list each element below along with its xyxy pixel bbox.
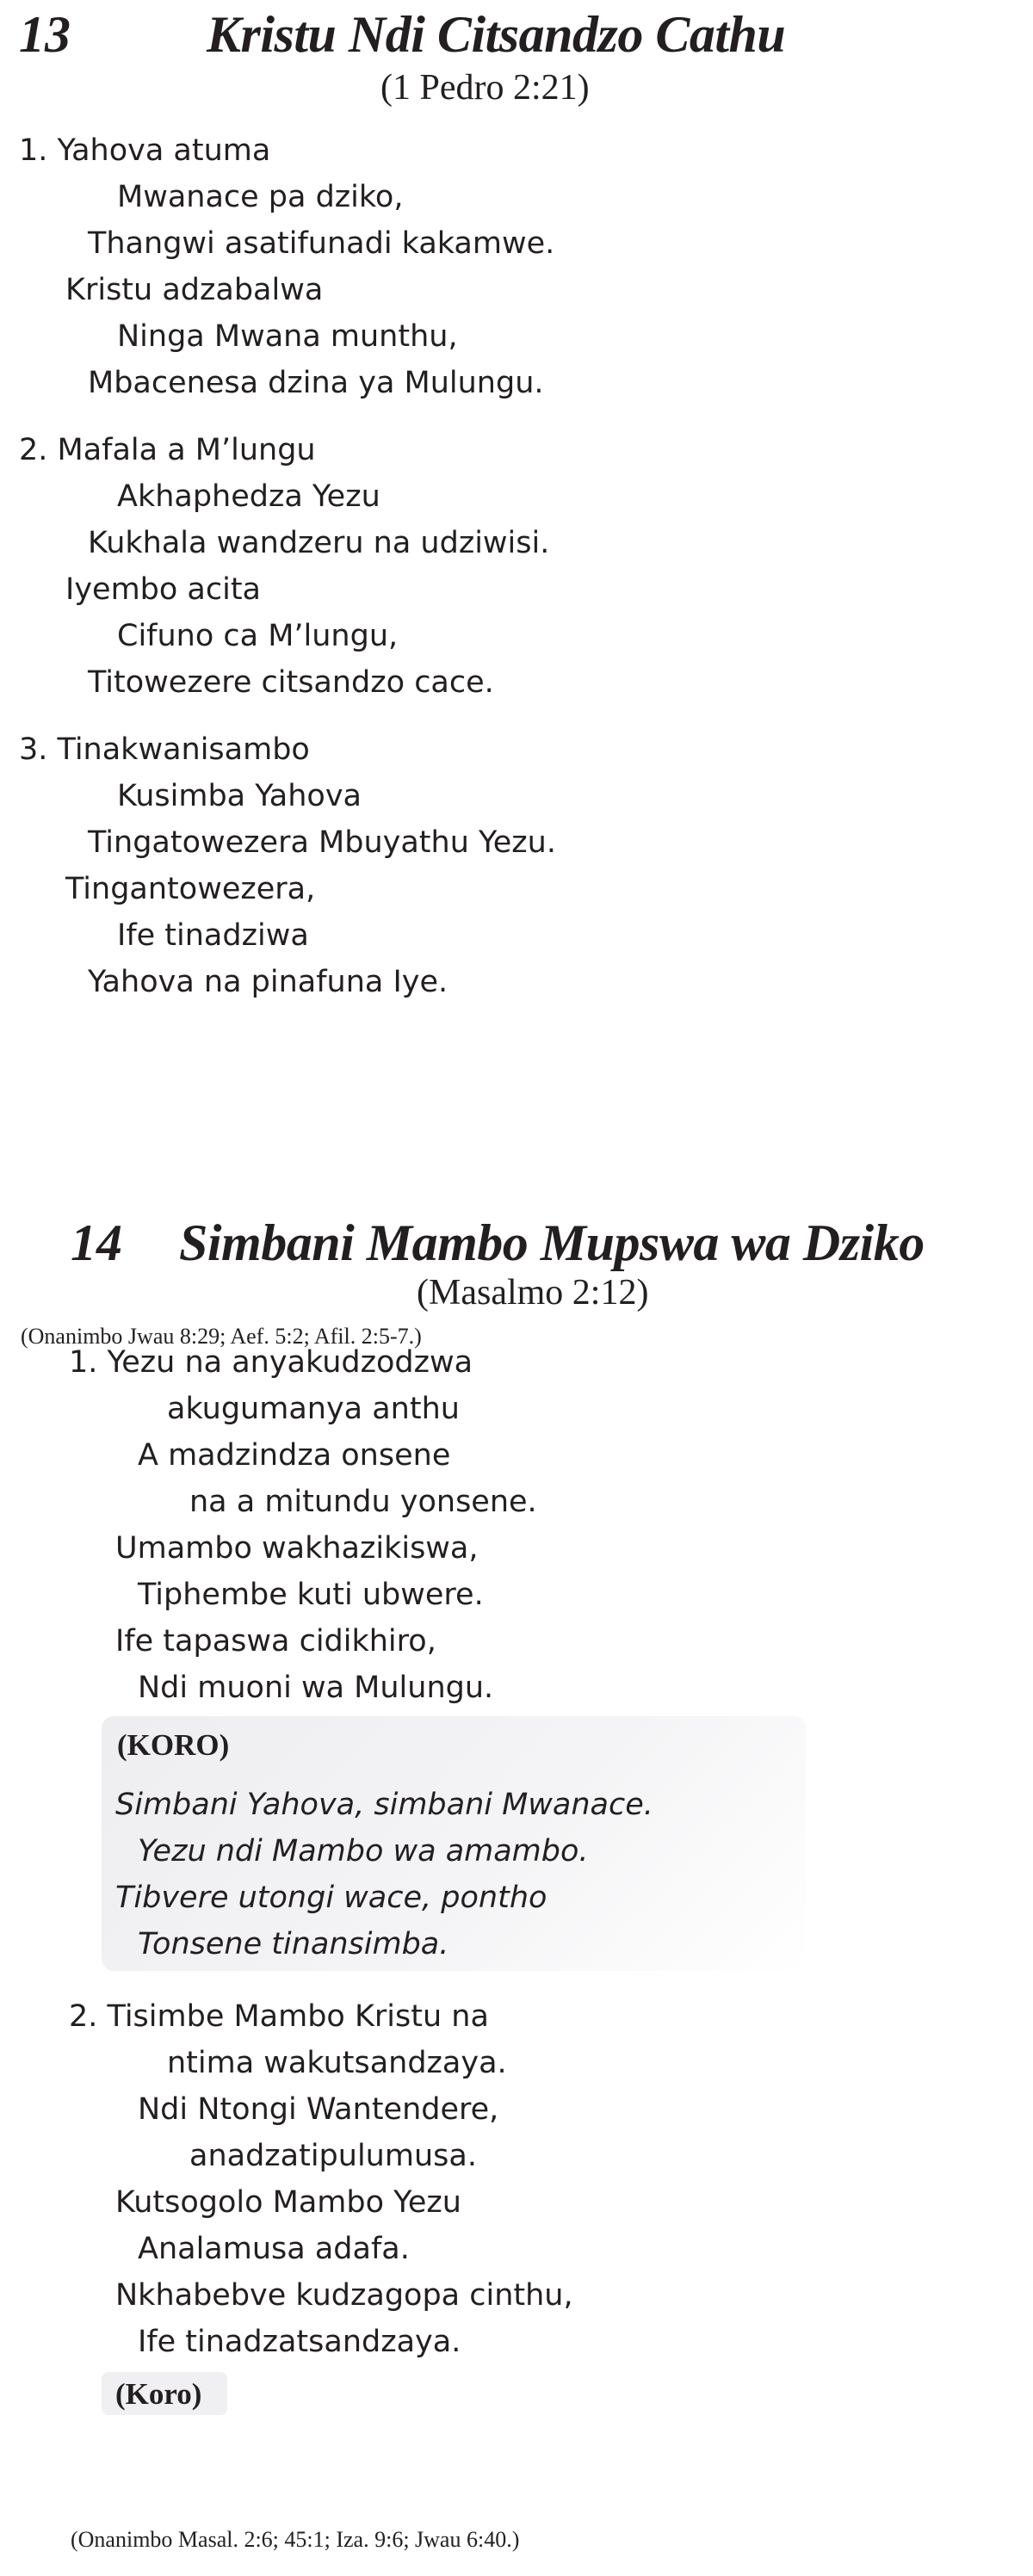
- verse-1-line-8: Ndi muoni wa Mulungu.: [138, 1671, 494, 1705]
- scripture-reference: (1 Pedro 2:21): [380, 68, 590, 108]
- verse-2-line-8: Ife tinadzatsandzaya.: [138, 2325, 461, 2359]
- verse-1-line-2: Mwanace pa dziko,: [117, 180, 404, 214]
- verse-3-line-3: Tingatowezera Mbuyathu Yezu.: [88, 825, 556, 860]
- verse-1-line-1: 1. Yezu na anyakudzodzwa: [69, 1345, 473, 1380]
- verse-3-line-5: Ife tinadziwa: [117, 918, 309, 953]
- verse-2-line-5: Kutsogolo Mambo Yezu: [115, 2185, 461, 2220]
- footnote: (Onanimbo Jwau 8:29; Aef. 5:2; Afil. 2:5-7.): [21, 1324, 422, 1349]
- verse-2-line-6: Analamusa adafa.: [138, 2232, 410, 2266]
- verse-1-line-4: Kristu adzabalwa: [65, 273, 324, 307]
- verse-2-line-1: 2. Mafala a M’lungu: [19, 433, 316, 467]
- footnote: (Onanimbo Masal. 2:6; 45:1; Iza. 9:6; Jwau 6:40.): [71, 2527, 520, 2552]
- verse-2-line-7: Nkhabebve kudzagopa cinthu,: [115, 2278, 573, 2313]
- verse-1-line-7: Ife tapaswa cidikhiro,: [115, 1624, 436, 1659]
- song-number: 13: [19, 6, 71, 63]
- verse-3-line-1: 3. Tinakwanisambo: [19, 732, 310, 767]
- verse-1-line-5: Ninga Mwana munthu,: [117, 319, 458, 354]
- chorus-label: [117, 1728, 229, 1763]
- chorus-line-1: Simbani Yahova, simbani Mwanace.: [115, 1788, 653, 1822]
- song-number: 14: [71, 1214, 122, 1271]
- verse-2-line-4: Iyembo acita: [65, 572, 262, 607]
- verse-2-line-2: Akhaphedza Yezu: [117, 479, 380, 514]
- verse-1-line-6: Mbacenesa dzina ya Mulungu.: [88, 366, 544, 400]
- verse-2-line-6: Titowezere citsandzo cace.: [88, 665, 494, 700]
- verse-3-line-2: Kusimba Yahova: [117, 779, 362, 813]
- verse-2-line-3: Kukhala wandzeru na udziwisi.: [88, 526, 550, 560]
- verse-1-line-6: Tiphembe kuti ubwere.: [138, 1578, 484, 1612]
- verse-2-line-1: 2. Tisimbe Mambo Kristu na: [69, 1999, 489, 2034]
- chorus-repeat-label: [115, 2377, 201, 2412]
- verse-3-line-6: Yahova na pinafuna Iye.: [88, 965, 448, 999]
- chorus-repeat-text: (Koro): [115, 2377, 202, 2411]
- song-title: Kristu Ndi Citsandzo Cathu: [207, 6, 786, 63]
- song-title: Simbani Mambo Mupswa wa Dziko: [179, 1214, 925, 1271]
- verse-2-line-2: ntima wakutsandzaya.: [167, 2046, 507, 2080]
- chorus-line-3: Tibvere utongi wace, pontho: [115, 1881, 547, 1915]
- verse-1-line-3: A madzindza onsene: [138, 1438, 451, 1473]
- chorus-label-text: (KORO): [117, 1728, 230, 1762]
- verse-1-line-1: 1. Yahova atuma: [19, 133, 271, 168]
- verse-1-line-4: na a mitundu yonsene.: [189, 1485, 537, 1519]
- chorus-line-2: Yezu ndi Mambo wa amambo.: [138, 1834, 589, 1869]
- verse-2-line-5: Cifuno ca M’lungu,: [117, 619, 399, 653]
- verse-1-line-2: akugumanya anthu: [167, 1392, 460, 1426]
- scripture-reference: (Masalmo 2:12): [417, 1273, 649, 1313]
- verse-1-line-3: Thangwi asatifunadi kakamwe.: [88, 226, 555, 261]
- verse-3-line-4: Tingantowezera,: [65, 872, 316, 906]
- verse-2-line-3: Ndi Ntongi Wantendere,: [138, 2092, 499, 2127]
- chorus-line-4: Tonsene tinansimba.: [138, 1927, 449, 1961]
- verse-2-line-4: anadzatipulumusa.: [189, 2139, 477, 2173]
- verse-1-line-5: Umambo wakhazikiswa,: [115, 1531, 479, 1566]
